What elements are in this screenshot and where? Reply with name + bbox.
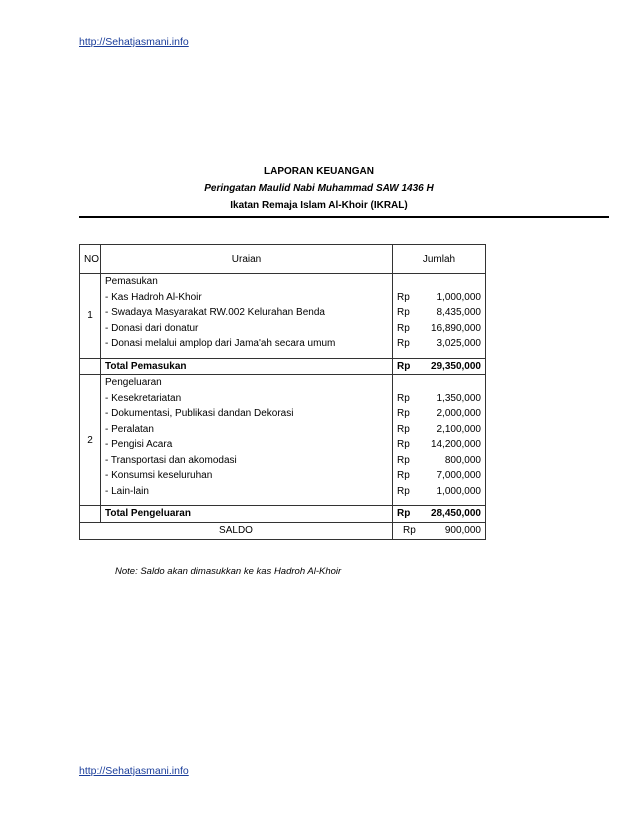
income-heading: Pemasukan <box>105 276 158 287</box>
header-uraian: Uraian <box>101 245 393 274</box>
income-total-label: Total Pemasukan <box>101 358 393 375</box>
expense-item-label: - Dokumentasi, Publikasi dandan Dekorasi <box>105 408 294 419</box>
expense-total-row <box>80 506 486 523</box>
income-item-label: - Kas Hadroh Al-Khoir <box>105 291 202 303</box>
header-link[interactable]: http://Sehatjasmani.info <box>79 36 189 48</box>
saldo-amount: Rp 900,000 <box>393 522 486 539</box>
income-descriptions <box>101 274 393 359</box>
expense-item-amount: Rp 1,350,000 <box>397 392 481 404</box>
income-item-label: - Donasi melalui amplop dari Jama'ah secara umum <box>105 338 336 349</box>
expense-no: 2 <box>80 375 101 506</box>
income-section-row <box>80 274 486 359</box>
currency-label: Rp <box>397 291 410 303</box>
expense-item-label: - Lain-lain <box>105 485 149 497</box>
income-amounts <box>393 274 486 359</box>
expense-item-label: - Pengisi Acara <box>105 439 173 450</box>
saldo-label: SALDO <box>80 522 393 539</box>
table-header-row <box>80 245 486 274</box>
expense-item-amount: Rp 2,000,000 <box>397 408 481 419</box>
saldo-note: Note: Saldo akan dimasukkan ke kas Hadroh Al-Khoir <box>115 566 342 577</box>
expense-descriptions <box>101 375 393 506</box>
header-jumlah: Jumlah <box>393 245 486 274</box>
income-item-label: - Donasi dari donatur <box>105 322 199 334</box>
income-item-amount: Rp 16,890,000 <box>397 321 481 337</box>
expense-item-amount: Rp 7,000,000 <box>397 470 481 481</box>
header-no: NO <box>80 245 101 274</box>
income-total-amount: Rp 29,350,000 <box>393 358 486 375</box>
currency-label: Rp <box>397 307 410 318</box>
expense-amounts <box>393 375 486 506</box>
organization-name: Ikatan Remaja Islam Al-Khoir (IKRAL) <box>230 200 408 211</box>
event-title: Peringatan Maulid Nabi Muhammad SAW 1436 H <box>204 183 434 194</box>
expense-item-label: - Transportasi dan akomodasi <box>105 454 237 466</box>
income-item-amount: Rp 8,435,000 <box>397 305 481 321</box>
report-title: LAPORAN KEUANGAN <box>264 166 374 177</box>
expense-heading: Pengeluaran <box>105 377 162 388</box>
currency-label: Rp <box>397 322 410 334</box>
income-item-label: - Swadaya Masyarakat RW.002 Kelurahan Benda <box>105 307 325 318</box>
currency-label: Rp <box>397 338 410 349</box>
expense-total-amount: Rp 28,450,000 <box>393 506 486 523</box>
saldo-row <box>80 522 486 539</box>
report-title-block <box>0 163 638 214</box>
footer-link[interactable]: http://Sehatjasmani.info <box>79 765 189 777</box>
expense-item-label: - Kesekretariatan <box>105 392 182 404</box>
expense-item-amount: Rp 1,000,000 <box>397 485 481 497</box>
expense-total-label: Total Pengeluaran <box>101 506 393 523</box>
expense-item-amount: Rp 2,100,000 <box>397 423 481 435</box>
income-no: 1 <box>80 274 101 359</box>
expense-item-amount: Rp 800,000 <box>397 454 481 466</box>
expense-section-row <box>80 375 486 506</box>
income-total-row <box>80 358 486 375</box>
income-item-amount: Rp 1,000,000 <box>397 290 481 306</box>
expense-item-label: - Peralatan <box>105 423 154 435</box>
income-item-amount: Rp 3,025,000 <box>397 336 481 352</box>
financial-report-table <box>79 244 486 540</box>
expense-item-label: - Konsumsi keseluruhan <box>105 470 213 481</box>
expense-item-amount: Rp 14,200,000 <box>397 439 481 450</box>
title-divider <box>79 216 609 218</box>
